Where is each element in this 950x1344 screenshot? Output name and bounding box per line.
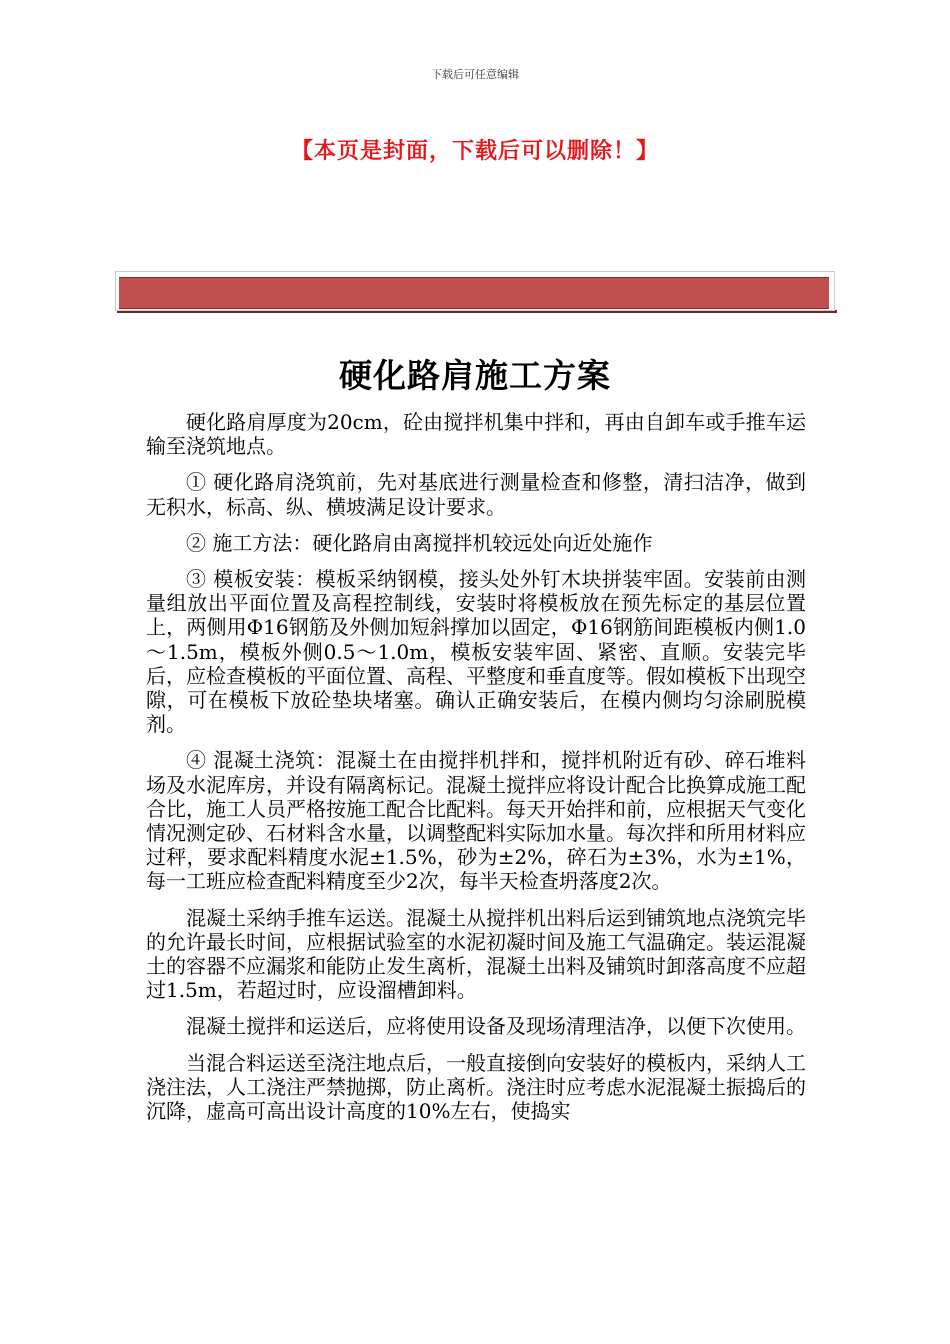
paragraph: ④ 混凝土浇筑：混凝土在由搅拌机拌和，搅拌机附近有砂、碎石堆料场及水泥库房，并设有隔离标记。混凝土搅拌应将设计配合比换算成施工配合比，施工人员严格按施工配合比配料。每天开始拌和前，应根据天气变化情况测定砂、石材料含水量，以调整配料实际加水量。每次拌和所用材料应过秤，要求配料精度水泥±1.5%，砂为±2%，碎石为±3%，水为±1%，每一工班应检查配料精度至少2次，每半天检查坍落度2次。 <box>146 748 806 894</box>
document-body <box>146 410 806 1135</box>
document-title: 硬化路肩施工方案 <box>339 356 611 395</box>
paragraph: 当混合料运送至浇注地点后，一般直接倒向安装好的模板内，采纳人工浇注法，人工浇注严禁抛掷，防止离析。浇注时应考虑水泥混凝土振捣后的沉降，虚高可高出设计高度的10%左右，使捣实 <box>146 1050 806 1124</box>
paragraph: 硬化路肩厚度为20cm，砼由搅拌机集中拌和，再由自卸车或手推车运输至浇筑地点。 <box>146 410 806 459</box>
paragraph: 混凝土搅拌和运送后，应将使用设备及现场清理洁净，以便下次使用。 <box>186 1014 806 1039</box>
paragraph: ② 施工方法：硬化路肩由离搅拌机较远处向近处施作 <box>186 530 653 555</box>
paragraph: ① 硬化路肩浇筑前，先对基底进行测量检查和修整，清扫洁净，做到无积水，标高、纵、横坡满足设计要求。 <box>146 470 806 519</box>
paragraph: 混凝土采纳手推车运送。混凝土从搅拌机出料后运到铺筑地点浇筑完毕的允许最长时间，应根据试验室的水泥初凝时间及施工气温确定。装运混凝土的容器不应漏浆和能防止发生离析，混凝土出料及铺筑时卸落高度不应超过1.5m，若超过时，应设溜槽卸料。 <box>146 905 806 1003</box>
banner-bar <box>119 277 829 309</box>
cover-notice: 【本页是封面，下载后可以删除！】 <box>290 138 659 164</box>
decorative-banner <box>115 271 835 311</box>
header-note: 下载后可任意编辑 <box>431 68 519 81</box>
paragraph: ③ 模板安装：模板采纳钢模，接头处外钉木块拼装牢固。安装前由测量组放出平面位置及高程控制线，安装时将模板放在预先标定的基层位置上，两侧用Φ16钢筋及外侧加短斜撑加以固定，Φ16钢筋间距模板内侧1.0～1.5m，模板外侧0.5～1.0m，模板安装牢固、紧密、直顺。安装完毕后，应检查模板的平面位置、高程、平整度和垂直度等。假如模板下出现空隙，可在模板下放砼垫块堵塞。确认正确安装后，在模内侧均匀涂刷脱模剂。 <box>146 567 806 737</box>
